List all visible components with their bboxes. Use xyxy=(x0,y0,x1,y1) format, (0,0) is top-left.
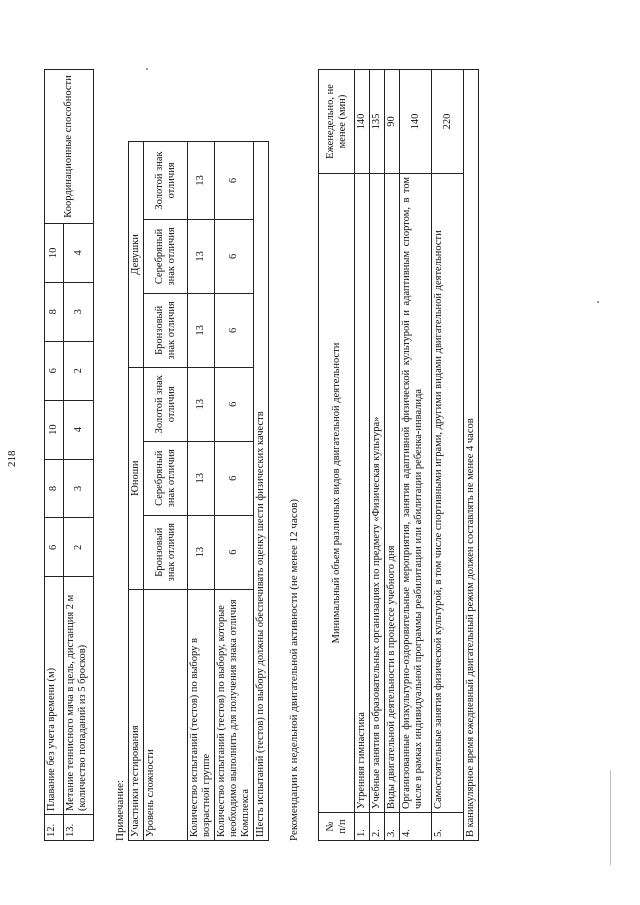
activity-footer: В каникулярное время ежедневный двигательный режим должен составлять не менее 4 часов xyxy=(464,70,479,841)
value-cell: 2 xyxy=(64,341,94,400)
row-number: 5. xyxy=(432,813,464,841)
scan-mark xyxy=(146,68,148,70)
row-label: Количество испытаний (тестов) по выбору в возрастной группе xyxy=(188,589,215,840)
row-number: 4. xyxy=(400,813,432,841)
value-cell: 4 xyxy=(64,223,94,282)
value-cell: 13 xyxy=(188,219,215,293)
value-cell: 6 xyxy=(215,515,254,589)
value-cell: 6 xyxy=(215,219,254,293)
activity-table xyxy=(318,69,479,841)
note-label: Примечание: xyxy=(114,779,126,841)
badge-header: Серебряный знак отличия xyxy=(144,219,188,293)
scan-mark xyxy=(597,301,599,303)
badge-header: Бронзовый знак отличия xyxy=(144,515,188,589)
row-number: 3. xyxy=(385,813,400,841)
table-row xyxy=(45,70,64,841)
header-number: № п/п xyxy=(319,813,355,841)
table-row xyxy=(215,142,254,841)
table-row xyxy=(464,70,479,841)
table-row xyxy=(254,142,269,841)
row-number: 2. xyxy=(370,813,385,841)
row-label: Количество испытаний (тестов) по выбору, которые необходимо выполнить для получения знака отличия Комплекса xyxy=(215,589,254,840)
value-cell: 10 xyxy=(45,223,64,282)
header-activity: Минимальный объем различных видов двигательной деятельности xyxy=(319,173,355,812)
value-cell: 13 xyxy=(188,367,215,441)
table-row xyxy=(129,142,144,841)
activity-name: Организованные физкультурно-оздоровительные мероприятия, занятия адаптивной физической культурой и адаптивным спортом, в том числе в рамках индивидуальной программы реабилитации или абилитации ребенка-инвалида xyxy=(400,173,432,812)
value-cell: 10 xyxy=(45,400,64,459)
note-footer: Шесть испытаний (тестов) по выбору должны обеспечивать оценку шести физических качеств xyxy=(254,142,269,841)
minutes-cell: 140 xyxy=(355,70,370,174)
table-row xyxy=(400,70,432,841)
level-label: Уровень сложности xyxy=(144,589,188,840)
recommendations-title: Рекомендации к недельной двигательной активности (не менее 12 часов) xyxy=(288,498,300,841)
scan-line xyxy=(610,770,611,865)
value-cell: 6 xyxy=(215,367,254,441)
table-row xyxy=(144,142,188,841)
table-row xyxy=(385,70,400,841)
value-cell: 3 xyxy=(64,459,94,518)
value-cell: 13 xyxy=(188,441,215,515)
note-table xyxy=(128,141,269,841)
value-cell: 4 xyxy=(64,400,94,459)
table-row xyxy=(432,70,464,841)
badge-header: Золотой знак отличия xyxy=(144,367,188,441)
value-cell: 8 xyxy=(45,282,64,341)
activity-name: Утренняя гимнастика xyxy=(355,173,370,812)
badge-header: Бронзовый знак отличия xyxy=(144,293,188,367)
row-number: 1. xyxy=(355,813,370,841)
value-cell: 6 xyxy=(215,293,254,367)
test-name: Метание теннисного мяча в цель, дистанция 2 м (количество попаданий из 5 бросков) xyxy=(64,577,94,815)
table-row xyxy=(188,142,215,841)
header-minutes: Еженедельно, не менее (мин) xyxy=(319,70,355,174)
value-cell: 13 xyxy=(188,515,215,589)
value-cell: 3 xyxy=(64,282,94,341)
table-row xyxy=(319,70,355,841)
minutes-cell: 220 xyxy=(432,70,464,174)
page-number: 218 xyxy=(6,450,18,467)
value-cell: 13 xyxy=(188,293,215,367)
row-number: 13. xyxy=(64,815,94,841)
table-row xyxy=(370,70,385,841)
value-cell: 6 xyxy=(215,441,254,515)
value-cell: 13 xyxy=(188,142,215,220)
tests-table xyxy=(44,69,94,841)
value-cell: 6 xyxy=(45,518,64,577)
minutes-cell: 90 xyxy=(385,70,400,174)
girls-header: Девушки xyxy=(129,142,144,368)
minutes-cell: 140 xyxy=(400,70,432,174)
activity-name: Учебные занятия в образовательных организациях по предмету «Физическая культура» xyxy=(370,173,385,812)
value-cell: 6 xyxy=(215,142,254,220)
minutes-cell: 135 xyxy=(370,70,385,174)
row-number: 12. xyxy=(45,815,64,841)
value-cell: 8 xyxy=(45,459,64,518)
test-name: Плавание без учета времени (м) xyxy=(45,577,64,815)
activity-name: Самостоятельные занятия физической культурой, в том числе спортивными играми, другими видами двигательной деятельности xyxy=(432,173,464,812)
table-row xyxy=(355,70,370,841)
badge-header: Серебряный знак отличия xyxy=(144,441,188,515)
value-cell: 6 xyxy=(45,341,64,400)
badge-header: Золотой знак отличия xyxy=(144,142,188,220)
participants-label: Участники тестирования xyxy=(129,589,144,840)
activity-name: Виды двигательной деятельности в процессе учебного дня xyxy=(385,173,400,812)
boys-header: Юноши xyxy=(129,367,144,589)
value-cell: 2 xyxy=(64,518,94,577)
quality-cell: Координационные способности xyxy=(45,70,94,224)
